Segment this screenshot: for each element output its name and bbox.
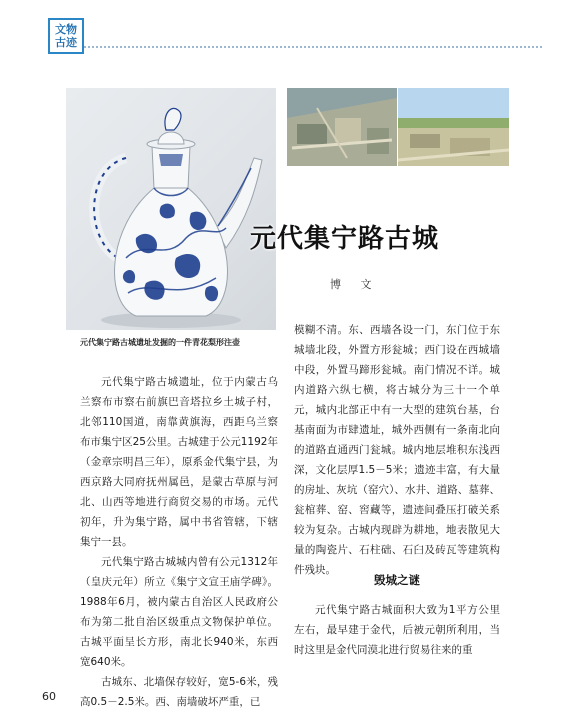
- paragraph: 元代集宁路古城面积大致为1平方公里左右，最早建于金代，后被元朝所利用，当时这里是金代同漠北进行贸易往来的重: [294, 604, 500, 656]
- right-column-continued: [294, 600, 500, 660]
- section-tag-line1: 文物: [55, 23, 77, 36]
- paragraph: 模糊不清。东、西墙各设一门，东门位于东城墙北段，外置方形瓮城；西门设在西城墙中段，外置马蹄形瓮城。南门情况不详。城内道路六纵七横，将古城分为三十一个单元，城内北部正中有一大型的建筑台基，台基南面为市肆遗址，城外西侧有一条南北向的道路直通西门瓮城。城内地层堆积东浅西深，文化层厚1.5－5米；遗迹丰富，有大量的房址、灰坑（窑穴）、水井、道路、墓葬、瓮棺葬、窑、窖藏等，遗迹间叠压打破关系较为复杂。古城内现辟为耕地，地表散见大量的陶瓷片、石柱础、石臼及砖瓦等建筑构件残块。: [294, 324, 500, 576]
- right-column: [294, 320, 500, 580]
- excavation-ruins-illustration: [287, 88, 397, 166]
- section-heading: 毁城之谜: [374, 573, 420, 587]
- left-column: [80, 372, 278, 712]
- paragraph: 古城东、北墙保存较好，宽5-6米，残高0.5－2.5米。西、南墙破坏严重，已: [80, 676, 278, 708]
- paragraph: 元代集宁路古城城内曾有公元1312年（皇庆元年）所立《集宁文宣王庙学碑》。1988年6月，被内蒙古自治区人民政府公布为第二批自治区级重点文物保护单位。古城平面呈长方形，南北长940米，东西宽640米。: [80, 556, 278, 668]
- header-divider: [84, 46, 542, 48]
- photo-caption: 元代集宁路古城遗址发掘的一件青花梨形注壶: [80, 338, 240, 347]
- excavation-site-photo-2: [398, 88, 509, 166]
- section-tag: [48, 18, 84, 54]
- teapot-photo: [66, 88, 276, 330]
- page-number: 60: [42, 690, 56, 703]
- excavation-field-illustration: [398, 88, 509, 166]
- article-title: 元代集宁路古城: [250, 224, 440, 254]
- article-author: 博 文: [330, 278, 380, 291]
- excavation-site-photo-1: [287, 88, 397, 166]
- paragraph: 元代集宁路古城遗址，位于内蒙古乌兰察布市察右前旗巴音塔拉乡土城子村，北邻110国道，南靠黄旗海，西距乌兰察布市集宁区25公里。古城建于公元1192年（金章宗明昌三年），原系金代集宁县，为西京路大同府抚州属邑，是蒙古草原与河北、山西等地进行商贸交易的市场。元代初年，升为集宁路，属中书省管辖，下辖集宁一县。: [80, 376, 278, 548]
- section-tag-line2: 古迹: [55, 36, 77, 49]
- blue-white-ewer-illustration: [66, 88, 276, 330]
